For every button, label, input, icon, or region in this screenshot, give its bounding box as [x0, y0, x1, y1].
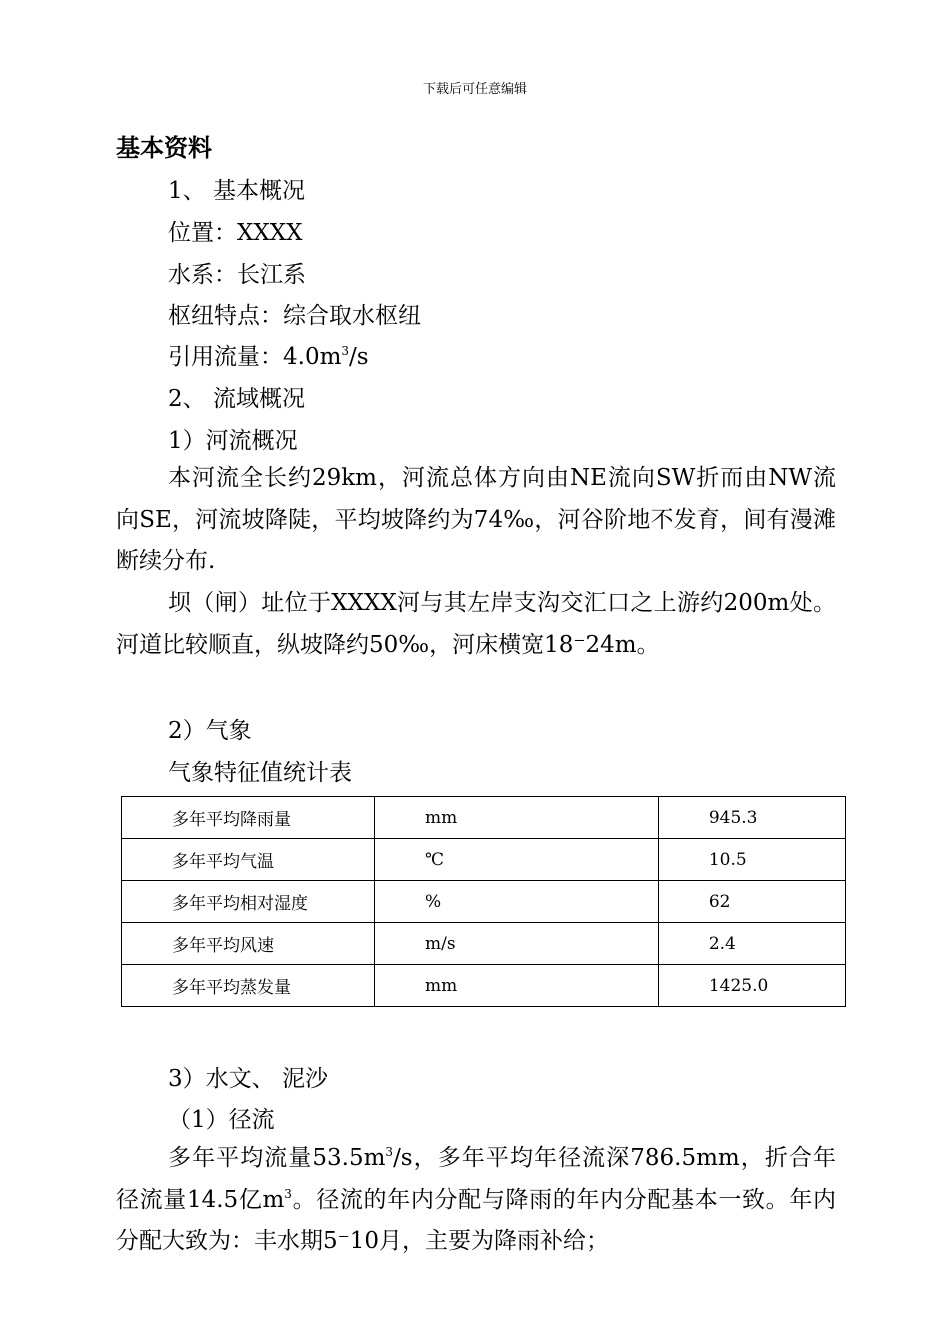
page-header: 下载后可任意编辑: [422, 82, 527, 97]
runoff-text-b: /s，多年平均年径流深786.5mm，折合年径流量14.5亿m: [116, 1145, 836, 1213]
flow-suffix: /s: [349, 344, 369, 370]
subsection-runoff: （1）径流: [168, 1107, 275, 1133]
paragraph-river: 本河流全长约29km，河流总体方向由NE流向SW折而由NW流向SE，河流坡降陡，平均坡降约为74‰，河谷阶地不发育，间有漫滩断续分布.: [116, 465, 836, 574]
cell-unit: mm: [374, 797, 658, 839]
runoff-text-c: 。径流的年内分配与降雨的年内分配基本一致。年内分配大致为：丰水期5⁻10月，主要为降雨补给；: [116, 1186, 836, 1254]
cell-name: 多年平均风速: [122, 923, 375, 965]
flow-line: [168, 338, 369, 371]
subsection-river: 1）河流概况: [168, 428, 298, 454]
table-row: [122, 839, 846, 881]
subsection-weather: 2）气象: [168, 718, 252, 744]
subsection-hydrology: 3）水文、 泥沙: [168, 1066, 328, 1092]
cell-unit: %: [374, 881, 658, 923]
cell-value: 2.4: [658, 923, 845, 965]
cell-name: 多年平均降雨量: [122, 797, 375, 839]
paragraph-dam: 坝（闸）址位于XXXX河与其左岸支沟交汇口之上游约200m处。河道比较顺直，纵坡降约50‰，河床横宽18⁻24m。: [116, 590, 836, 658]
cell-value: 945.3: [658, 797, 845, 839]
weather-table: [121, 796, 846, 1007]
location-line: 位置：XXXX: [168, 220, 303, 246]
weather-table-body: [122, 797, 846, 1007]
runoff-text-a: 多年平均流量53.5m: [168, 1145, 386, 1171]
table-row: [122, 797, 846, 839]
section-heading-1: 1、 基本概况: [168, 178, 305, 204]
runoff-sup-1: 3: [385, 1145, 394, 1159]
cell-value: 62: [658, 881, 845, 923]
table-caption: 气象特征值统计表: [168, 760, 352, 786]
cell-name: 多年平均气温: [122, 839, 375, 881]
cell-unit: ℃: [374, 839, 658, 881]
flow-prefix: 引用流量：4.0m: [168, 344, 342, 370]
flow-sup: 3: [341, 344, 350, 358]
cell-value: 10.5: [658, 839, 845, 881]
section-heading-2: 2、 流域概况: [168, 386, 305, 412]
cell-unit: mm: [374, 965, 658, 1007]
table-row: [122, 881, 846, 923]
water-system-line: 水系：长江系: [168, 262, 306, 288]
cell-value: 1425.0: [658, 965, 845, 1007]
paragraph-runoff: [116, 1138, 836, 1263]
page-title: 基本资料: [116, 134, 212, 162]
table-row: [122, 923, 846, 965]
cell-name: 多年平均相对湿度: [122, 881, 375, 923]
hub-line: 枢纽特点：综合取水枢纽: [168, 303, 421, 329]
table-row: [122, 965, 846, 1007]
cell-name: 多年平均蒸发量: [122, 965, 375, 1007]
cell-unit: m/s: [374, 923, 658, 965]
runoff-sup-2: 3: [284, 1186, 292, 1201]
